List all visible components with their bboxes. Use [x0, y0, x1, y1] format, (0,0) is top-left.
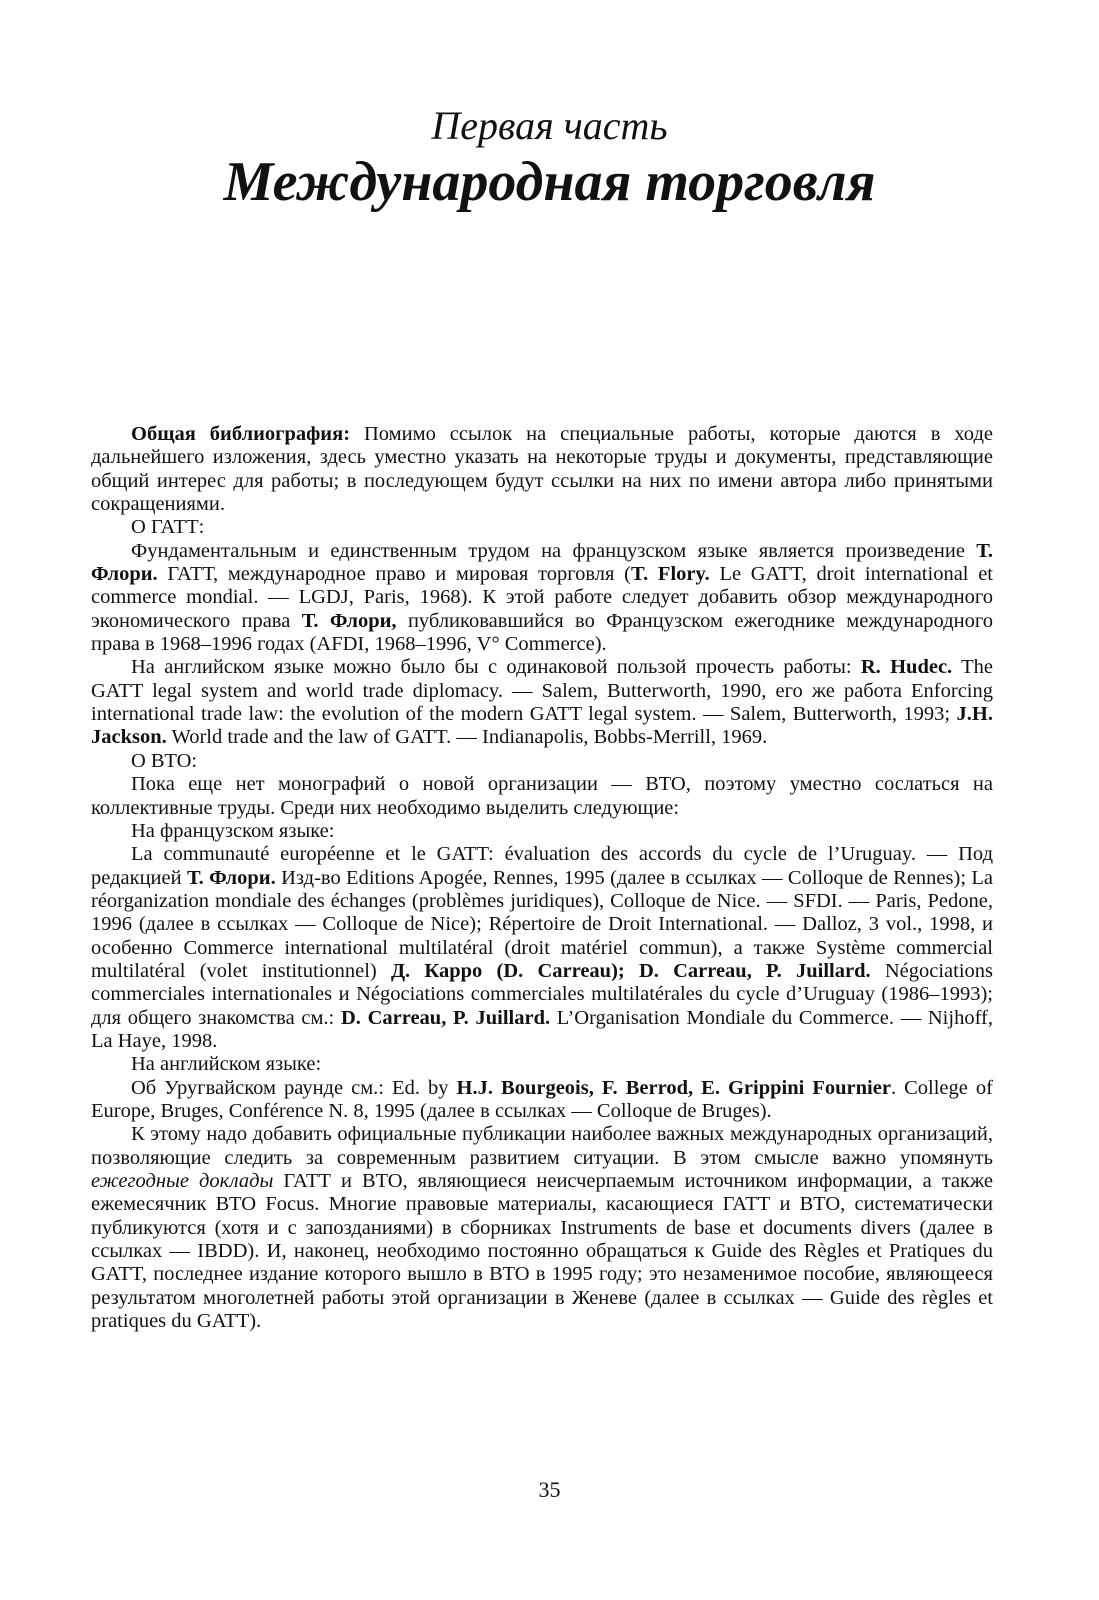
author-name: D. Carreau, P. Juillard. — [340, 1006, 551, 1029]
english-language-subheading: На английском языке: — [131, 1053, 322, 1076]
text-run: ГАТТ и ВТО, являющиеся неисчерпаемым источником информации, а также ежемесячник ВТО Focus. Многие правовые материалы, касающиеся ГАТТ и ВТО, систематически публикуются (хотя и с запозданиями) в сборниках Instruments de base et documents divers (далее в ссылках — IBDD). И, наконец, необходимо постоянно обращаться к Guide des Règles et Pratiques du GATT, последнее издание которого вышло в ВТО в 1995 году; это незаменимое пособие, являющееся результатом многолетней работы этой организации в Женеве (далее в ссылках — Guide des règles et pratiques du GATT). — [91, 1170, 993, 1333]
wto-subheading: О ВТО: — [131, 749, 198, 772]
text-run: Фундаментальным и единственным трудом на французском языке является произведение — [131, 539, 977, 562]
uruguay-round-paragraph — [91, 1077, 993, 1124]
gatt-english-paragraph — [91, 656, 993, 749]
text-run: L’Organisation Mondiale du Commerce. — Nijhoff, La Haye, 1998. — [91, 1006, 993, 1052]
text-run: La communauté européenne et le GATT: évaluation des accords du cycle de l’Uruguay. — Под редакцией — [91, 843, 993, 889]
bibliography-intro-text: Помимо ссылок на специальные работы, которые даются в ходе дальнейшего изложения, здесь уместно указать на некоторые труды и документы, представляющие общий интерес для работы; в последующем будут ссылки на них по имени автора либо принятыми сокращениями. — [91, 423, 993, 516]
text-run: публиковавшийся во Французском ежегоднике международного права в 1968–1996 годах (AFDI, 1968–1996, V° Commerce). — [91, 609, 993, 656]
text-run: Изд-во Editions Apogée, Rennes, 1995 (далее в ссылках — Colloque de Rennes); La réorganization mondiale des échanges (problèmes juridiques), Colloque de Nice. — SFDI. — Paris, Pedone, 1996 (далее в ссылках — Colloque de Nice); Répertoire de Droit International. — Dalloz, 3 vol., 1998, и особенно Commerce international multilatéral (droit matériel commun), а также Système commercial multilatéral (volet institutionnel) — [91, 866, 993, 982]
author-name: R. Hudec. — [860, 656, 953, 679]
bibliography-lead: Общая библиография: — [131, 423, 351, 445]
bibliography-intro-paragraph — [91, 423, 993, 516]
text-run: World trade and the law of GATT. — Indianapolis, Bobbs-Merrill, 1969. — [166, 726, 768, 749]
author-name: Д. Карро (D. Carreau); D. Carreau, P. Juillard. — [390, 959, 871, 982]
part-title: Международная торговля — [223, 151, 876, 213]
author-name: Т. Флори. — [91, 539, 993, 586]
part-label: Первая часть — [431, 103, 668, 148]
author-name: Т. Флори, — [301, 609, 397, 632]
emphasized-term: ежегодные доклады — [91, 1170, 274, 1192]
author-name: Т. Флори. — [186, 866, 276, 889]
wto-french-paragraph — [91, 843, 993, 1053]
wto-intro-paragraph: Пока еще нет монографий о новой организации — ВТО, поэтому уместно сослаться на коллективные труды. Среди них необходимо выделить следующие: — [91, 773, 993, 819]
text-run: Négociations commerciales internationales и Négociations commerciales multilatérales du cycle d’Uruguay (1986–1993); для общего знакомства см.: — [91, 959, 993, 1029]
bibliography-section — [91, 423, 993, 1333]
gatt-french-paragraph — [91, 540, 993, 657]
text-run: Le GATT, droit international et commerce mondial. — LGDJ, Paris, 1968). К этой работе следует добавить обзор международного экономического права — [91, 563, 993, 632]
author-name: J.H. Jackson. — [91, 703, 993, 749]
text-run: Об Уругвайском раунде см.: Ed. by — [131, 1076, 457, 1099]
text-run: На английском языке можно было бы с одинаковой пользой прочесть работы: — [131, 656, 861, 679]
text-run: К этому надо добавить официальные публикации наиболее важных международных организаций, позволяющие следить за современным развитием ситуации. В этом смысле важно упомянуть — [91, 1123, 993, 1169]
page-number: 35 — [538, 1477, 561, 1502]
official-publications-paragraph — [91, 1123, 993, 1333]
author-name: T. Flory. — [630, 563, 710, 586]
text-run: . College of Europe, Bruges, Conférence N. 8, 1995 (далее в ссылках — Colloque de Bruges). — [91, 1076, 993, 1122]
french-language-subheading: На французском языке: — [131, 819, 335, 842]
text-run: ГАТТ, международное право и мировая торговля ( — [157, 563, 631, 586]
text-run: The GATT legal system and world trade diplomacy. — Salem, Butterworth, 1990, его же работа Enforcing international trade law: the evolution of the modern GATT legal system. — Salem, Butterworth, 1993; — [91, 656, 993, 726]
author-name: H.J. Bourgeois, F. Berrod, E. Grippini Fournier — [456, 1076, 891, 1099]
gatt-subheading: О ГАТТ: — [131, 516, 205, 539]
